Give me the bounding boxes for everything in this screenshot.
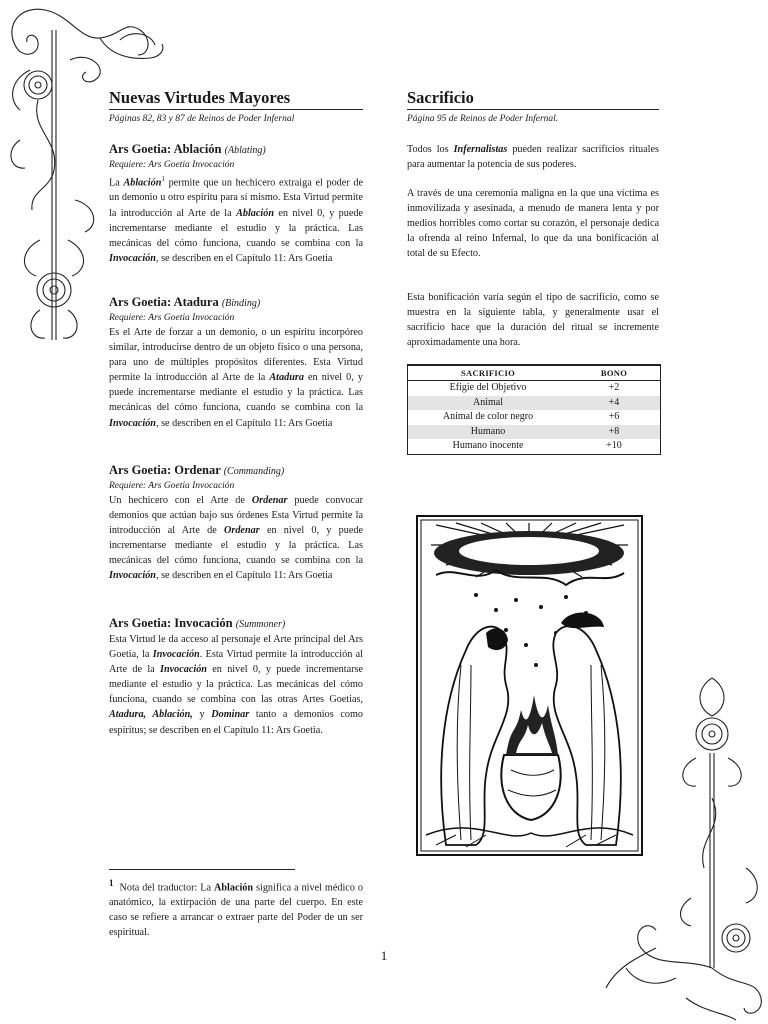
virtue-body: La Ablación$^1$ permite que un hechicero extraiga el poder de un demonio u otro espíritu para sí mismo. Esta Virtud permite la introducción al Arte de la Ablación en nivel 0, y puede incrementarse mediante el estudio y la práctica. Las mecánicas del cómo funciona, cuando se combina con la Invocación, se describen en el Capítulo 11: Ars Goetia: [109, 175, 364, 264]
sacrificio-paragraph: [407, 142, 659, 172]
virtue-requirement: Requiere: Ars Goetia Invocación: [109, 313, 235, 323]
table-cell: Animal: [408, 396, 568, 411]
right-section-title: Sacrificio: [407, 88, 474, 107]
table-row: [408, 381, 660, 396]
table-cell: +6: [608, 411, 620, 423]
table-row: [408, 425, 660, 440]
title-rule: [109, 109, 363, 110]
table-cell: +2: [608, 382, 620, 394]
emphasized-term: Dominar: [211, 709, 250, 721]
emphasized-term: Ordenar: [224, 525, 260, 537]
virtue-body: Es el Arte de forzar a un demonio, o un espíritu incorpóreo similar, introducirse dentro de un objeto físico o una persona, para uno de múltiples propósitos diferentes. Esta Virtud permite la introducción al Arte de la Atadura en nivel 0, y puede incrementarse mediante el estudio y la práctica. Las mecánicas del cómo funciona, cuando se combina con la Invocación, se describen en el Capítulo 11: Ars Goetia: [109, 327, 363, 429]
virtue-heading: [109, 142, 363, 158]
virtue-requirement: Requiere: Ars Goetia Invocación: [109, 481, 235, 491]
virtue-name: Ars Goetia: Invocación: [109, 616, 233, 630]
virtue-requirement: Requiere: Ars Goetia Invocación: [109, 160, 235, 170]
virtue-invocacion: [109, 616, 363, 738]
footnote-rule: [109, 869, 295, 870]
footnote-reference: 1: [161, 175, 165, 183]
emphasized-term: Atadura: [269, 372, 304, 384]
virtue-english-name: (Commanding): [223, 466, 285, 477]
table-row: [408, 396, 660, 411]
virtue-body: Esta Virtud le da acceso al personaje el Arte principal del Ars Goetia, la Invocación. Esta Virtud permite la introducción al Arte de la Invocación en nivel 0, y puede incrementarse mediante el estudio y la práctica. Las mecánicas del cómo funciona, cuando se combina con las otras Artes Goetias, Atadura, Ablación, y Dominar tanto a demonios como espíritus; se describen en el Capítulo 11: Ars Goetia.: [109, 634, 363, 736]
table-cell: +4: [568, 396, 660, 411]
table-row: [408, 410, 660, 425]
table-cell: Humano inocente: [452, 440, 524, 452]
table-cell: Humano: [408, 425, 568, 440]
emphasized-term: Invocación: [152, 649, 200, 661]
footnote: [109, 876, 363, 940]
paragraph: A través de una ceremonia maligna en la que una víctima es inmovilizada y asesinada, a menudo de manera lenta y por medios horribles como cortar su corazón, el personaje dedica la ofrenda al reino Infernal, lo que da una bonificación al total de su Efecto.: [407, 188, 659, 260]
table-cell: +10: [606, 440, 622, 452]
emphasized-term: Ordenar: [251, 495, 288, 506]
right-column: [407, 88, 659, 452]
emphasized-term: Ablación: [123, 177, 162, 189]
left-subtitle: Páginas 82, 83 y 87 de Reinos de Poder Infernal: [109, 114, 295, 124]
virtue-ordenar: [109, 463, 363, 584]
emphasized-term: Infernalistas: [453, 144, 508, 155]
footnote-text: Nota del traductor: La Ablación significa a nivel médico o anatómico, la extirpación de una parte del cuerpo. En este caso se refiere a arrancar o extraer parte del Poder de un ser espiritual.: [109, 882, 363, 939]
left-section-title: Nuevas Virtudes Mayores: [109, 88, 291, 107]
virtue-body: Un hechicero con el Arte de Ordenar puede convocar demonios que actúan bajo sus órdenes Esta Virtud permite la introducción al Arte de Ordenar en nivel 0, y puede incrementarse mediante el estudio y la práctica. Las mecánicas del cómo funciona, cuando se combina con la Invocación, se describen en el Capítulo 11: Ars Goetia: [109, 495, 363, 582]
table-row: [408, 439, 660, 454]
emphasized-term: Ablación: [236, 207, 274, 219]
right-subtitle: Página 95 de Reinos de Poder Infernal.: [407, 114, 559, 124]
virtue-name: Ars Goetia: Ordenar: [109, 463, 221, 477]
table-cell: Efigie del Objetivo: [449, 382, 527, 394]
virtue-english-name: (Binding): [221, 298, 261, 309]
column-header-bono: BONO: [568, 366, 660, 381]
emphasized-term: Invocación: [109, 570, 156, 582]
virtue-atadura: [109, 295, 363, 431]
emphasized-term: Invocación: [160, 664, 207, 676]
paragraph: Esta bonificación varía según el tipo de sacrificio, como se muestra en la siguiente tabla, y generalmente usar el sacrificio hace que la duración del ritual se incremente aproximadamente una hora.: [407, 292, 659, 349]
footnote-marker: 1: [109, 878, 114, 888]
sacrifice-table-grid: [408, 365, 660, 454]
sacrificio-paragraph: [407, 186, 659, 261]
sacrificio-paragraph: [407, 290, 659, 350]
emphasized-term: Invocación: [109, 252, 156, 264]
virtue-heading: [109, 463, 363, 479]
virtue-heading: [109, 295, 363, 311]
virtue-english-name: (Ablating): [224, 145, 266, 156]
emphasized-term: Ablación: [214, 882, 254, 894]
paragraph: Todos los Infernalistas pueden realizar sacrificios rituales para aumentar la potencia de sus poderes.: [407, 144, 659, 171]
virtue-heading: [109, 616, 363, 632]
title-rule: [407, 109, 659, 110]
page-number: 1: [380, 948, 388, 963]
left-column: [109, 88, 364, 736]
table-cell: +8: [568, 425, 660, 440]
virtue-english-name: (Summoner): [235, 619, 286, 630]
woodcut-illustration: [416, 515, 643, 856]
virtue-name: Ars Goetia: Ablación: [109, 142, 222, 156]
column-header-sacrificio: SACRIFICIO: [408, 366, 568, 381]
virtue-ablacion: [109, 142, 363, 266]
emphasized-term: Invocación: [109, 417, 156, 429]
emphasized-term: Atadura, Ablación,: [109, 709, 193, 721]
sacrifice-table: [407, 364, 661, 455]
table-cell: Animal de color negro: [442, 411, 534, 423]
virtue-name: Ars Goetia: Atadura: [109, 295, 219, 309]
